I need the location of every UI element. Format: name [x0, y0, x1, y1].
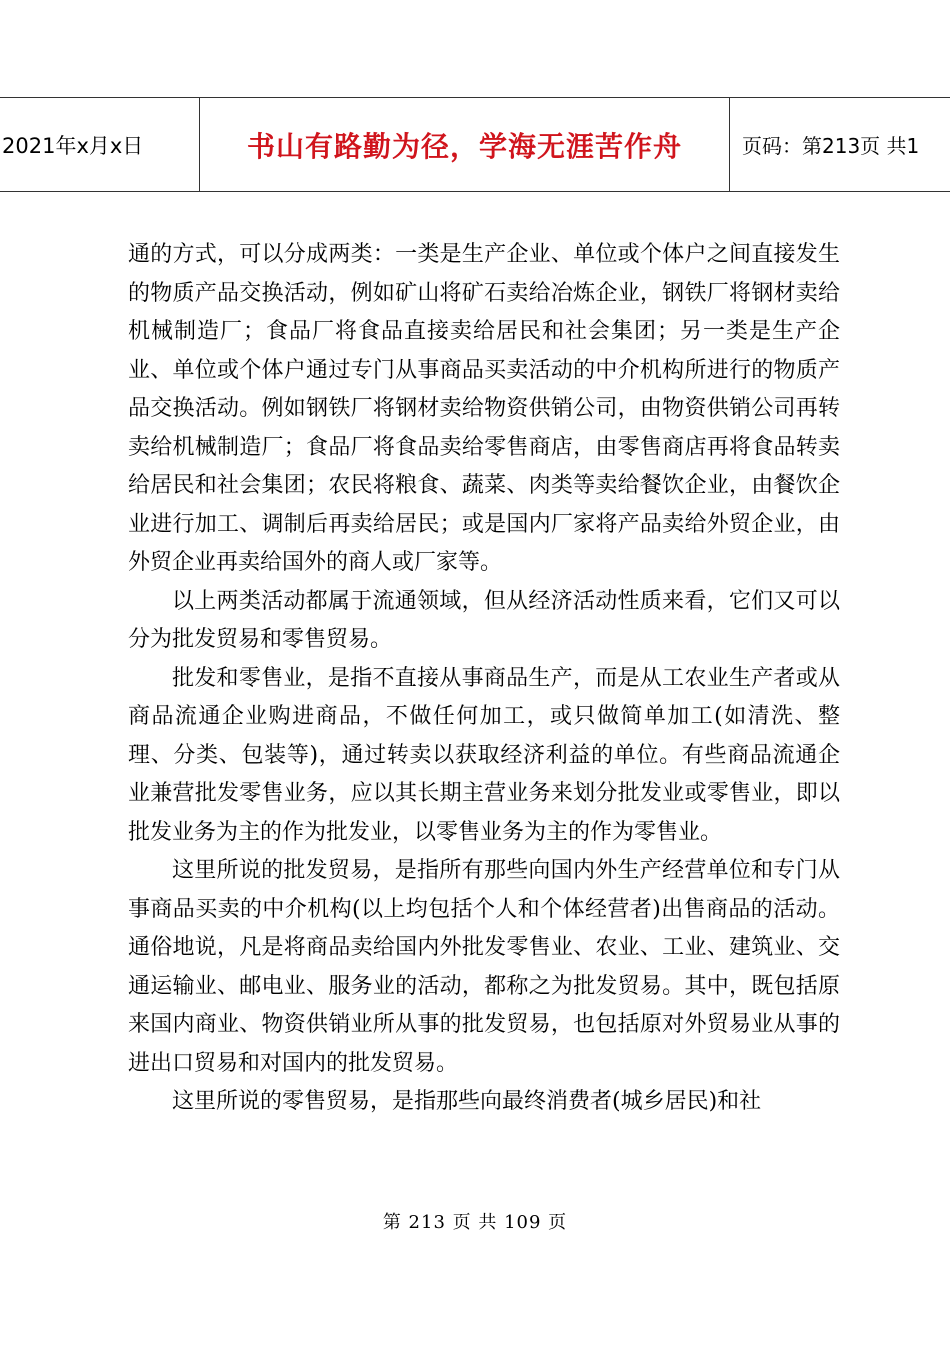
paragraph: 通的方式，可以分成两类：一类是生产企业、单位或个体户之间直接发生的物质产品交换活动，例如矿山将矿石卖给冶炼企业，钢铁厂将钢材卖给机械制造厂；食品厂将食品直接卖给居民和社会集团；另一类是生产企业、单位或个体户通过专门从事商品买卖活动的中介机构所进行的物质产品交换活动。例如钢铁厂将钢材卖给物资供销公司，由物资供销公司再转卖给机械制造厂；食品厂将食品卖给零售商店，由零售商店再将食品转卖给居民和社会集团；农民将粮食、蔬菜、肉类等卖给餐饮企业，由餐饮企业进行加工、调制后再卖给居民；或是国内厂家将产品卖给外贸企业，由外贸企业再卖给国外的商人或厂家等。	[128, 242, 840, 575]
paragraph: 这里所说的零售贸易，是指那些向最终消费者(城乡居民)和社	[172, 1089, 762, 1114]
header-date: 2021年x月x日	[0, 98, 200, 191]
paragraph: 以上两类活动都属于流通领域，但从经济活动性质来看，它们又可以分为批发贸易和零售贸易。	[128, 588, 840, 652]
page-footer: 第 213 页 共 109 页	[382, 1212, 568, 1233]
page-header	[0, 97, 950, 192]
header-page-number: 页码：第213页 共1	[742, 134, 920, 158]
paragraph: 这里所说的批发贸易，是指所有那些向国内外生产经营单位和专门从事商品买卖的中介机构(以上均包括个人和个体经营者)出售商品的活动。通俗地说，凡是将商品卖给国内外批发零售业、农业、工业、建筑业、交通运输业、邮电业、服务业的活动，都称之为批发贸易。其中，既包括原来国内商业、物资供销业所从事的批发贸易，也包括原对外贸易业从事的进出口贸易和对国内的批发贸易。	[128, 858, 840, 1076]
document-body	[128, 236, 840, 1122]
header-motto: 书山有路勤为径，学海无涯苦作舟	[200, 98, 730, 191]
paragraph: 批发和零售业，是指不直接从事商品生产，而是从工农业生产者或从商品流通企业购进商品，不做任何加工，或只做简单加工(如清洗、整理、分类、包装等)，通过转卖以获取经济利益的单位。有些商品流通企业兼营批发零售业务，应以其长期主营业务来划分批发业或零售业，即以批发业务为主的作为批发业，以零售业务为主的作为零售业。	[128, 665, 840, 845]
